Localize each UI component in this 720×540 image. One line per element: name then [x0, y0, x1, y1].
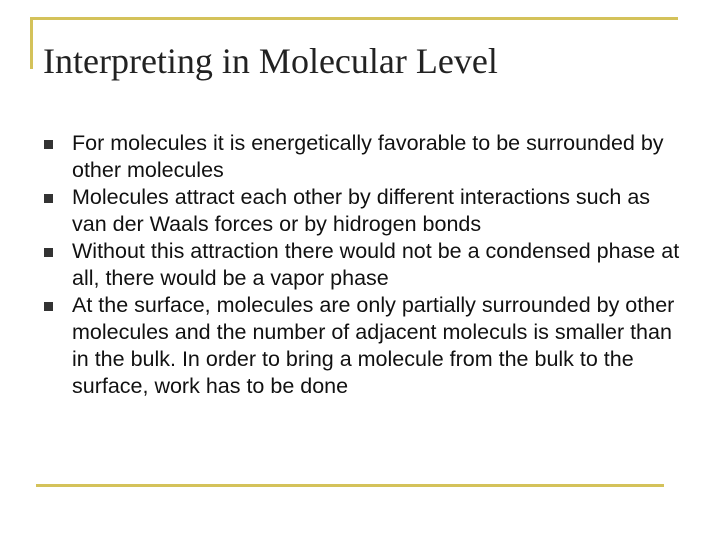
square-bullet-icon [44, 194, 53, 203]
bullet-item [44, 238, 684, 292]
bullet-text: At the surface, molecules are only partially surrounded by other molecules and the number of adjacent moleculs is smaller than in the bulk. In order to bring a molecule from the bulk to the surface, work has to be done [72, 293, 675, 398]
frame-top-line [30, 17, 678, 20]
frame-left-line [30, 17, 33, 69]
bullet-text: For molecules it is energetically favorable to be surrounded by other molecules [72, 131, 664, 182]
square-bullet-icon [44, 248, 53, 257]
bullet-text: Without this attraction there would not be a condensed phase at all, there would be a vapor phase [72, 239, 680, 290]
bullet-text: Molecules attract each other by different interactions such as van der Waals forces or by hidrogen bonds [72, 185, 651, 236]
square-bullet-icon [44, 140, 53, 149]
bullet-item [44, 292, 684, 400]
bullet-item [44, 130, 684, 184]
frame-bottom-line [36, 484, 664, 487]
slide-title: Interpreting in Molecular Level [43, 41, 498, 81]
square-bullet-icon [44, 302, 53, 311]
bullet-item [44, 184, 684, 238]
bullet-list [44, 130, 684, 400]
